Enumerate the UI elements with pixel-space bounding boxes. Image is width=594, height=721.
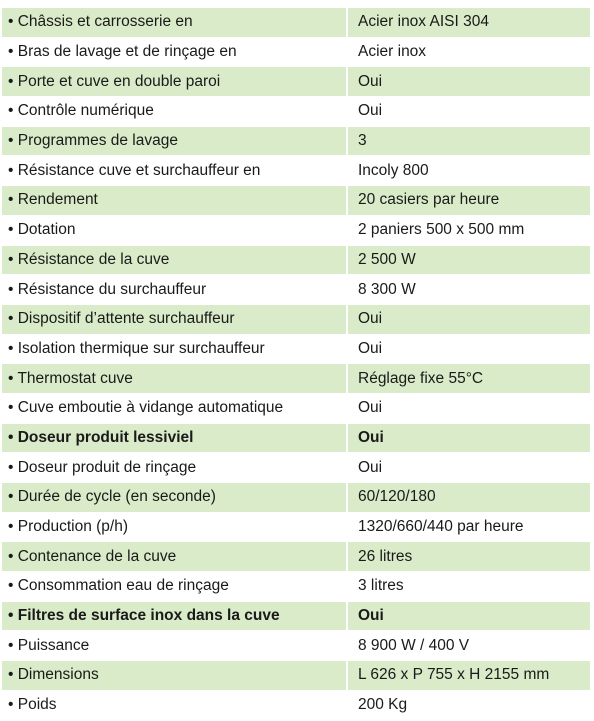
spec-row xyxy=(2,334,590,364)
spec-row xyxy=(2,186,590,216)
spec-label: • Puissance xyxy=(2,631,347,661)
spec-row xyxy=(2,631,590,661)
spec-value: 60/120/180 xyxy=(347,483,590,513)
spec-value: Oui xyxy=(347,334,590,364)
spec-value: Oui xyxy=(347,393,590,423)
spec-label: • Production (p/h) xyxy=(2,512,347,542)
spec-value: 26 litres xyxy=(347,542,590,572)
spec-label: • Thermostat cuve xyxy=(2,364,347,394)
spec-row xyxy=(2,304,590,334)
spec-label: • Bras de lavage et de rinçage en xyxy=(2,37,347,67)
spec-label: • Cuve emboutie à vidange automatique xyxy=(2,393,347,423)
spec-value: Oui xyxy=(347,304,590,334)
spec-value: 3 litres xyxy=(347,572,590,602)
spec-label: • Porte et cuve en double paroi xyxy=(2,67,347,97)
spec-label: • Durée de cycle (en seconde) xyxy=(2,483,347,513)
spec-label: • Programmes de lavage xyxy=(2,126,347,156)
spec-label: • Consommation eau de rinçage xyxy=(2,572,347,602)
spec-value: Oui xyxy=(347,423,590,453)
spec-label: • Doseur produit de rinçage xyxy=(2,453,347,483)
spec-label: • Contrôle numérique xyxy=(2,97,347,127)
spec-row xyxy=(2,8,590,37)
spec-label: • Résistance de la cuve xyxy=(2,245,347,275)
spec-row xyxy=(2,661,590,691)
spec-label: • Dispositif d’attente surchauffeur xyxy=(2,304,347,334)
spec-value: L 626 x P 755 x H 2155 mm xyxy=(347,661,590,691)
spec-value: 2 500 W xyxy=(347,245,590,275)
spec-value: Réglage fixe 55°C xyxy=(347,364,590,394)
spec-row xyxy=(2,67,590,97)
spec-table-body xyxy=(2,8,590,720)
spec-row xyxy=(2,215,590,245)
spec-row xyxy=(2,275,590,305)
spec-value: 2 paniers 500 x 500 mm xyxy=(347,215,590,245)
spec-row xyxy=(2,512,590,542)
spec-label: • Isolation thermique sur surchauffeur xyxy=(2,334,347,364)
spec-label: • Poids xyxy=(2,690,347,720)
spec-row xyxy=(2,453,590,483)
spec-value: Acier inox AISI 304 xyxy=(347,8,590,37)
spec-row xyxy=(2,601,590,631)
spec-label: • Dimensions xyxy=(2,661,347,691)
spec-value: Incoly 800 xyxy=(347,156,590,186)
spec-value: Oui xyxy=(347,601,590,631)
spec-row xyxy=(2,245,590,275)
spec-label: • Contenance de la cuve xyxy=(2,542,347,572)
spec-row xyxy=(2,364,590,394)
spec-row xyxy=(2,690,590,720)
spec-row xyxy=(2,423,590,453)
spec-row xyxy=(2,126,590,156)
spec-value: Acier inox xyxy=(347,37,590,67)
spec-row xyxy=(2,156,590,186)
spec-value: 8 900 W / 400 V xyxy=(347,631,590,661)
spec-value: 3 xyxy=(347,126,590,156)
spec-label: • Résistance du surchauffeur xyxy=(2,275,347,305)
spec-table xyxy=(2,8,590,721)
spec-value: Oui xyxy=(347,67,590,97)
spec-row xyxy=(2,542,590,572)
spec-row xyxy=(2,97,590,127)
spec-row xyxy=(2,393,590,423)
spec-value: Oui xyxy=(347,97,590,127)
spec-row xyxy=(2,483,590,513)
spec-label: • Rendement xyxy=(2,186,347,216)
spec-row xyxy=(2,37,590,67)
spec-value: 200 Kg xyxy=(347,690,590,720)
spec-row xyxy=(2,572,590,602)
spec-value: 1320/660/440 par heure xyxy=(347,512,590,542)
spec-value: 20 casiers par heure xyxy=(347,186,590,216)
spec-label: • Résistance cuve et surchauffeur en xyxy=(2,156,347,186)
spec-label: • Filtres de surface inox dans la cuve xyxy=(2,601,347,631)
spec-value: Oui xyxy=(347,453,590,483)
spec-value: 8 300 W xyxy=(347,275,590,305)
spec-label: • Châssis et carrosserie en xyxy=(2,8,347,37)
spec-label: • Dotation xyxy=(2,215,347,245)
spec-label: • Doseur produit lessiviel xyxy=(2,423,347,453)
